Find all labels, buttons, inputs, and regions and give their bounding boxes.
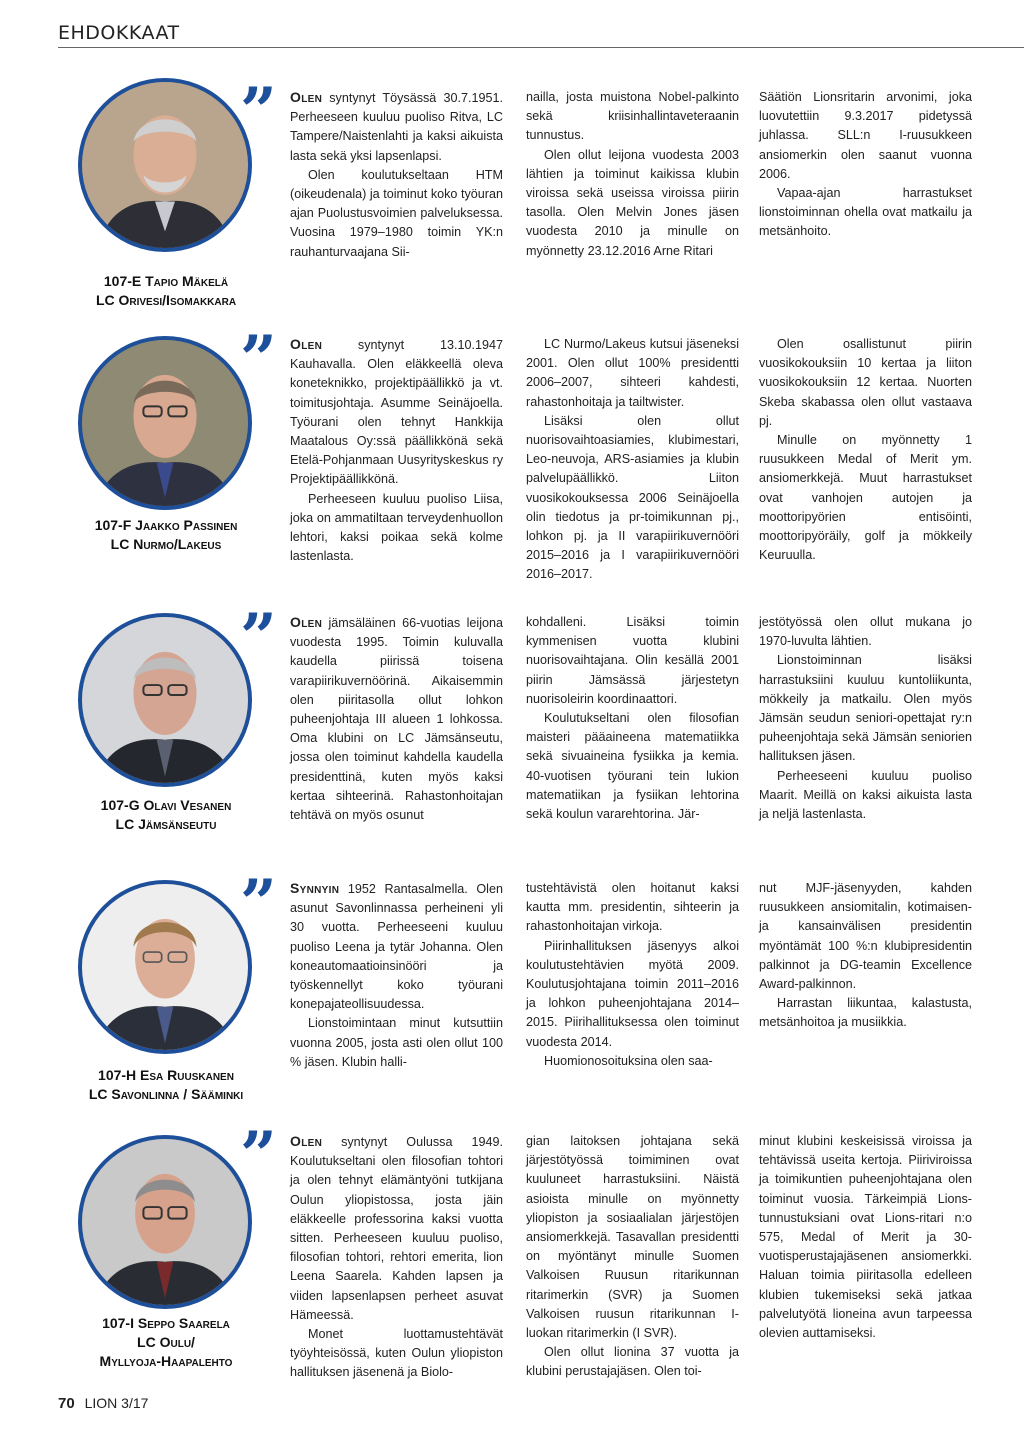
paragraph: Perheeseeni kuuluu puoliso Maarit. Meillä on kaksi aikuista lasta ja neljä lastenlasta.: [759, 768, 972, 822]
section-header: EHDOKKAAT: [58, 22, 180, 44]
portrait-icon: [82, 82, 248, 248]
header-rule: [58, 47, 1024, 48]
text-column-2: [526, 879, 739, 1071]
candidate-caption: [40, 796, 292, 834]
paragraph: [290, 1014, 503, 1072]
paragraph-text: Monet luottamustehtävät työyhteisössä, kuten Oulun yliopiston hallituksen jäsenenä ja Biolo-: [290, 1327, 503, 1380]
caption-line: LC Oulu/: [137, 1334, 195, 1350]
portrait-icon: [82, 884, 248, 1050]
paragraph-text: jämsäläinen 66-vuotias leijona vuodesta 1995. Toimin kuluvalla kaudella piirissä toisena varapiirikuvernöörinä. Aikaisemmin olen piiritasolla ollut lohkon puheenjohtaja III alueen 1 lohkossa. Oma klubini on LC Jämsänseutu, jossa olen toiminut kahdella kaudella presidenttinä, kuten myös kaksi kertaa sihteerinä. Rahastonhoitajan tehtävä on myös osunut: [290, 616, 503, 823]
paragraph-text: Perheeseen kuuluu puoliso Liisa, joka on ammatiltaan terveydenhuollon lehtori, kaksi poikaa sekä kolme lastenlasta.: [290, 491, 503, 564]
portrait-icon: [82, 1139, 248, 1305]
text-column-2: [526, 88, 739, 261]
paragraph: Minulle on myönnetty 1 ruusukkeen Medal of Merit ym. ansiomerkkejä. Muut harrastukset ovat vanhojen autojen ja moottoripyörien entisöinti, moottoripyöräily, golf ja mökkeily Keuruulla.: [759, 433, 972, 563]
paragraph: kohdalleni. Lisäksi toimin kymmenisen vuotta klubini nuorisovaihtajana. Olin kesällä 2001 piirin Jämsässä järjestetyn nuorisoleirin koordinaattori.: [526, 615, 739, 706]
candidate-caption: [40, 1066, 292, 1104]
text-column-2: [526, 613, 739, 824]
candidate-photo: [78, 78, 252, 252]
caption-line: 107-I Seppo Saarela: [102, 1315, 230, 1331]
portrait-icon: [82, 340, 248, 506]
text-column-1: [290, 879, 503, 1072]
paragraph: jestötyössä olen ollut mukana jo 1970-luvulta lähtien.: [759, 615, 972, 649]
quote-mark-icon: ”: [240, 866, 277, 941]
candidate-photo: [78, 336, 252, 510]
caption-line: 107-F Jaakko Passinen: [94, 517, 238, 533]
paragraph: minut klubini keskeisissä viroissa ja tehtävissä useita kertoja. Piiriviroissa ja toimikuntien puheenjohtajana olen toiminut vuosia. Tärkeimpiä Lions-tunnustuksiani ovat Lions-ritari n:o 575, Medal of Merit ja 30-vuotisperustajajäsenen ansiomerkki. Haluan toimia piiritasolla edelleen klubien tukemiseksi sekä jatkaa palvelutyötä lioneina avun tarpeessa olevien auttamiseksi.: [759, 1134, 972, 1341]
text-column-3: [759, 879, 972, 1033]
paragraph: nut MJF-jäsenyyden, kahden ruusukkeen ansiomitalin, kotimaisen- ja kansainvälisen presidentin myöntämät 100 %:n klubipresidentin palkinnot ja DG-teamin Excellence Award-palkinnon.: [759, 881, 972, 992]
text-column-3: [759, 88, 972, 242]
paragraph: [290, 88, 503, 166]
paragraph: Huomionosoituksina olen saa-: [544, 1053, 713, 1068]
paragraph: gian laitoksen johtajana sekä järjestötyössä toimiminen ovat kuuluneet harrastuksiini. Näistä asioista minulle on myönnetty yliopiston ja sosiaalialan järjestöjen ansiomerkkejä. Tasavallan presidentti on myöntänyt minulle Suomen Valkoisen Ruusun ritarikunnan ritarimerkin (SVR) ja Suomen Valkoisen ruusun ritarikunnan I-luokan ritarimerkin (I SVR).: [526, 1134, 739, 1341]
text-column-3: [759, 1132, 972, 1343]
paragraph: LC Nurmo/Lakeus kutsui jäseneksi 2001. Olen ollut 100% presidentti 2006–2007, sihteeri kahdesti, rahastonhoitaja ja tailtwister.: [526, 337, 739, 409]
quote-mark-icon: ”: [240, 1118, 277, 1193]
page-footer: [58, 1395, 148, 1412]
lead-word: Olen: [290, 614, 323, 630]
caption-line: Myllyoja-Haapalehto: [99, 1353, 233, 1369]
paragraph-text: Lionstoimintaan minut kutsuttiin vuonna 2005, josta asti olen ollut 100 % jäsen. Klubin halli-: [290, 1016, 503, 1069]
caption-line: LC Savonlinna / Sääminki: [88, 1086, 244, 1102]
quote-mark-icon: ”: [240, 600, 277, 675]
candidate-caption: [40, 516, 292, 554]
paragraph: Piirinhallituksen jäsenyys alkoi koulutustehtävien myötä 2009. Koulutusjohtajana toimin 2011–2016 ja lohkon puheenjohtajana 2014–2015. Piirihallituksessa olen toiminut vuodesta 2014.: [526, 938, 739, 1049]
paragraph: [290, 879, 503, 1014]
lead-word: Olen: [290, 89, 323, 105]
caption-line: 107-E Tapio Mäkelä: [103, 273, 229, 289]
text-column-3: [759, 613, 972, 824]
candidate-caption: [40, 1314, 292, 1371]
quote-mark-icon: ”: [240, 322, 277, 397]
lead-word: Olen: [290, 336, 323, 352]
paragraph-text: 1952 Rantasalmella. Olen asunut Savonlinnassa perheineni yli 30 vuotta. Perheeseeni kuuluu puoliso Leena ja tytär Johanna. Olen koneautomaatioinsinööri ja työskennellyt koko työurani konepajateollisuudessa.: [290, 882, 503, 1012]
issue-number: 3/17: [121, 1395, 149, 1411]
page-number: 70: [58, 1395, 75, 1412]
lead-word: Synnyin: [290, 880, 340, 896]
candidate-photo: [78, 1135, 252, 1309]
paragraph-text: syntynyt Oulussa 1949. Koulutukseltani olen filosofian tohtori ja olen tehnyt elämäntyöni tutkijana Oulun yliopistossa, josta jäin eläkkeelle professorina kaksi vuotta sitten. Perheeseen kuuluu puoliso, filosofian tohtori, rehtori emerita, lion Leena Saarela. Kahden lapsen ja viiden lapsenlapsen perheet asuvat Hämeessä.: [290, 1135, 503, 1322]
portrait-icon: [82, 617, 248, 783]
paragraph: [290, 613, 503, 825]
paragraph: Harrastan liikuntaa, kalastusta, metsänhoitoa ja musiikkia.: [759, 996, 972, 1030]
paragraph: Olen ollut lionina 37 vuotta ja klubini perustajajäsen. Olen toi-: [526, 1345, 739, 1379]
paragraph: Lionstoiminnan lisäksi harrastuksiini kuuluu kuntoliikunta, mökkeily ja matkailu. Olen myös Jämsän seudun seniori-opettajat ry:n puheenjohtaja sekä Jämsän seniorien hallituksen jäsen.: [759, 653, 972, 764]
lead-word: Olen: [290, 1133, 323, 1149]
paragraph: [290, 1325, 503, 1383]
paragraph: [290, 1132, 503, 1325]
candidate-photo: [78, 880, 252, 1054]
paragraph: tustehtävistä olen hoitanut kaksi kautta mm. presidentin, sihteerin ja rahastonhoitajan virkoja.: [526, 881, 739, 934]
text-column-1: [290, 1132, 503, 1383]
paragraph: [290, 166, 503, 262]
magazine-name: LION: [84, 1395, 118, 1411]
candidate-caption: [40, 272, 292, 310]
paragraph: Olen ollut leijona vuodesta 2003 lähtien ja toiminut kaikissa klubin viroissa sekä useissa viroissa piirin tasolla. Olen Melvin Jones jäsen vuodesta 2010 ja minulle on myönnetty 23.12.2016 Arne Ritari: [526, 147, 739, 258]
caption-line: LC Jämsänseutu: [115, 816, 217, 832]
quote-mark-icon: ”: [240, 74, 277, 149]
text-column-1: [290, 335, 503, 566]
text-column-1: [290, 613, 503, 825]
paragraph: [290, 335, 503, 490]
paragraph: Lisäksi olen ollut nuorisovaihtoasiamies, klubimestari, Leo-neuvoja, ARS-asiamies ja klubin palvelupäällikkö. Liiton vuosikokouksessa 2006 Seinäjoella olin tiedotus ja pr-toimikunnan pj., lohkon pj. ja II varapiirikuvernööri 2015–2016 ja I varapiirikuvernööri 2016–2017.: [526, 413, 739, 582]
text-column-3: [759, 335, 972, 565]
candidate-photo: [78, 613, 252, 787]
text-column-1: [290, 88, 503, 262]
text-column-2: [526, 335, 739, 585]
paragraph: Koulutukseltani olen filosofian maisteri pääaineena matematiikka sekä sivuaineina fysiikka ja kemia. 40-vuotisen työurani tein lukion matematiikan ja fysiikan lehtorina sekä koulun vararehtorina. Jär-: [526, 711, 739, 822]
paragraph: Olen osallistunut piirin vuosikokouksiin 10 kertaa ja liiton vuosikokouksiin 12 kertaa. Nuorten Skeba skabassa olen ollut vastaava pj.: [759, 337, 972, 428]
text-column-2: [526, 1132, 739, 1382]
paragraph-text: syntynyt 13.10.1947 Kauhavalla. Olen eläkkeellä oleva koneteknikko, projektipäällikkö ja vt. toimitusjohtaja. Asumme Seinäjoella. Työurani olen tehnyt Hankkija Maatalous Oy:ssä päällikkönä sekä Etelä-Pohjanmaan Uusyrityskeskus ry Projektipäällikkönä.: [290, 338, 503, 487]
paragraph: nailla, josta muistona Nobel-palkinto sekä kriisinhallintaveteraanin tunnustus.: [526, 90, 739, 143]
caption-line: 107-G Olavi Vesanen: [100, 797, 232, 813]
paragraph-text: Olen koulutukseltaan HTM (oikeudenala) ja toiminut koko työuran ajan Puolustusvoimien palveluksessa. Vuosina 1979–1980 toimin YK:n rauhanturvaajana Sii-: [290, 167, 503, 259]
caption-line: LC Nurmo/Lakeus: [110, 536, 222, 552]
caption-line: 107-H Esa Ruuskanen: [98, 1067, 234, 1083]
paragraph-text: syntynyt Töysässä 30.7.1951. Perheeseen kuuluu puoliso Ritva, LC Tampere/Naistenlahti ja kaksi aikuista lasta sekä yksi lapsenlapsi.: [290, 91, 503, 163]
paragraph: [290, 490, 503, 567]
paragraph: Säätiön Lionsritarin arvonimi, joka luovutettiin 9.3.2017 pidetyssä juhlassa. SLL:n I-ruusukkeen ansiomerkin olen saanut vuonna 2006.: [759, 90, 972, 181]
paragraph: Vapaa-ajan harrastukset lionstoiminnan ohella ovat matkailu ja metsänhoito.: [759, 186, 972, 239]
caption-line: LC Orivesi/Isomakkara: [95, 292, 237, 308]
